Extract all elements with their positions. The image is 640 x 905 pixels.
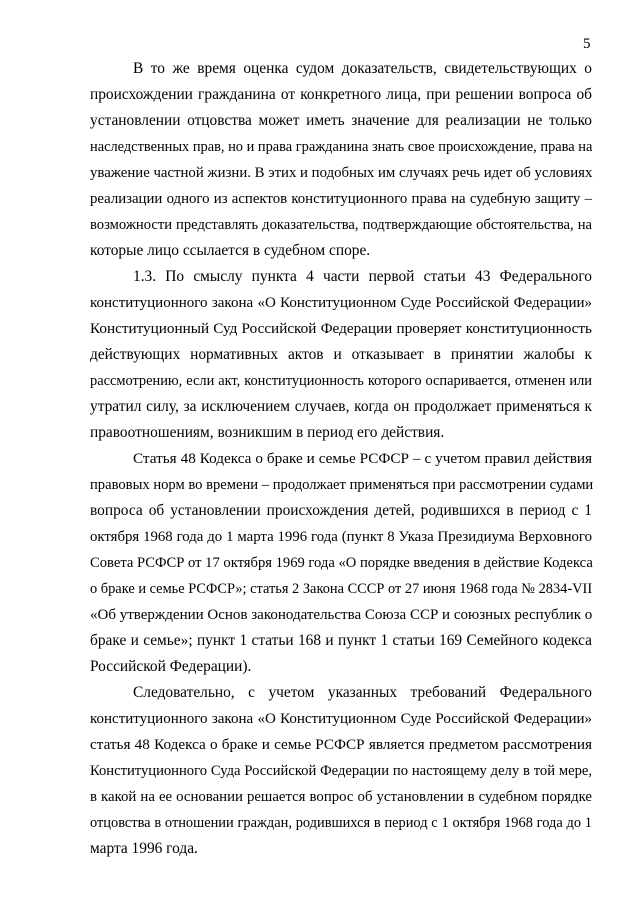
text-line: правоотношениям, возникшим в период его действия. bbox=[90, 424, 445, 441]
text-line: октября 1968 года до 1 марта 1996 года (пункт 8 Указа Президиума Верховного bbox=[90, 529, 592, 545]
text-line: Следовательно, с учетом указанных требований Федерального bbox=[133, 684, 592, 701]
text-line: рассмотрению, если акт, конституционность которого оспаривается, отменен или bbox=[90, 373, 592, 389]
text-line: реализации одного из аспектов конституционного права на судебную защиту – bbox=[90, 191, 592, 207]
text-line: конституционного закона «О Конституционном Суде Российской Федерации» bbox=[90, 295, 592, 311]
text-line: происхождении гражданина от конкретного лица, при решении вопроса об bbox=[90, 86, 592, 103]
text-line: Конституционный Суд Российской Федерации проверяет конституционность bbox=[90, 320, 592, 337]
text-line: браке и семье»; пункт 1 статьи 168 и пункт 1 статьи 169 Семейного кодекса bbox=[90, 632, 592, 649]
text-line: марта 1996 года. bbox=[90, 840, 198, 857]
text-line: которые лицо ссылается в судебном споре. bbox=[90, 242, 371, 259]
text-line: наследственных прав, но и права гражданина знать свое происхождение, права на bbox=[90, 139, 593, 155]
text-line: вопроса об установлении происхождения детей, родившихся в период с 1 bbox=[90, 502, 592, 519]
text-line: правовых норм во времени – продолжает применяться при рассмотрении судами bbox=[90, 477, 594, 493]
text-line: В то же время оценка судом доказательств, свидетельствующих о bbox=[133, 60, 592, 77]
text-line: Совета РСФСР от 17 октября 1969 года «О порядке введения в действие Кодекса bbox=[90, 555, 593, 571]
text-line: Конституционного Суда Российской Федерации по настоящему делу в той мере, bbox=[90, 763, 592, 779]
text-line: 1.3. По смыслу пункта 4 части первой статьи 43 Федерального bbox=[133, 268, 592, 285]
page-number: 5 bbox=[583, 36, 591, 52]
text-line: «Об утверждении Основ законодательства Союза ССР и союзных республик о bbox=[90, 607, 593, 623]
text-line: действующих нормативных актов и отказывает в принятии жалобы к bbox=[90, 346, 592, 363]
text-line: отцовства в отношении граждан, родившихся в период с 1 октября 1968 года до 1 bbox=[90, 815, 592, 831]
text-line: статья 48 Кодекса о браке и семье РСФСР является предметом рассмотрения bbox=[90, 736, 592, 753]
text-line: утратил силу, за исключением случаев, когда он продолжает применяться к bbox=[90, 398, 592, 415]
text-line: возможности представлять доказательства, подтверждающие обстоятельства, на bbox=[90, 217, 592, 233]
text-line: Статья 48 Кодекса о браке и семье РСФСР – с учетом правил действия bbox=[133, 450, 592, 467]
text-line: Российской Федерации). bbox=[90, 658, 252, 675]
text-line: конституционного закона «О Конституционном Суде Российской Федерации» bbox=[90, 711, 592, 727]
text-line: установлении отцовства может иметь значение для реализации не только bbox=[90, 112, 592, 129]
text-line: в какой на ее основании решается вопрос об установлении в судебном порядке bbox=[90, 789, 592, 805]
text-line: о браке и семье РСФСР»; статья 2 Закона СССР от 27 июня 1968 года № 2834-VII bbox=[90, 581, 593, 597]
text-line: уважение частной жизни. В этих и подобных им случаях речь идет об условиях bbox=[90, 165, 593, 181]
